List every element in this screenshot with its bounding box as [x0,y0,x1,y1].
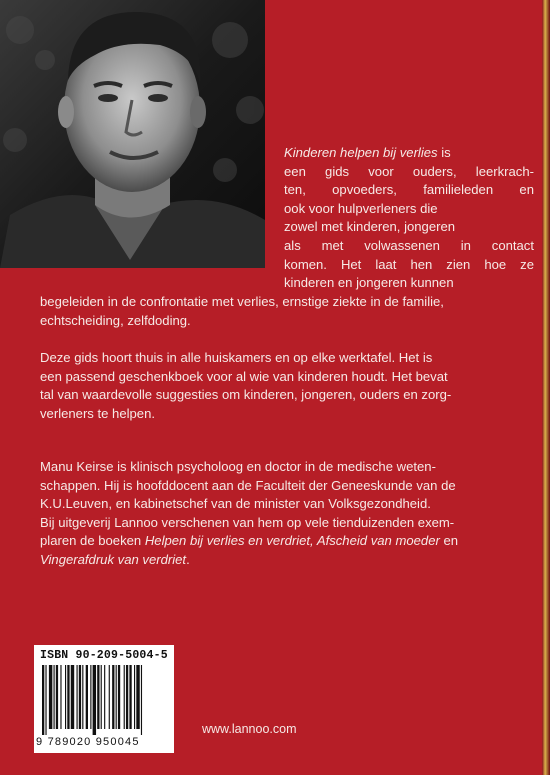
bio-line: Vingerafdruk van verdriet. [40,551,190,567]
barcode-bar [79,665,81,729]
intro-line: komen. Het laat hen zien hoe ze [284,256,534,272]
barcode-bar [42,665,44,735]
barcode-icon [40,665,168,735]
bio-book-title: Vingerafdruk van verdriet [40,551,187,567]
barcode-bar [124,665,125,729]
intro-book-title: Kinderen helpen bij verlies [284,145,438,160]
barcode-bar [134,665,135,729]
barcode-bar [82,665,83,729]
barcode-bar [86,665,88,729]
spine-edge [542,0,550,775]
intro-line: als met volwassenen in contact [284,237,534,253]
description-line: een passend geschenkboek voor al wie van kinderen houdt. Het bevat [40,368,448,384]
description-paragraph [40,349,525,423]
description-line: tal van waardevolle suggesties om kinderen, jongeren, ouders en zorg- [40,387,452,403]
bio-line: schappen. Hij is hoofddocent aan de Faculteit der Geneeskunde van de [40,477,456,493]
description-line: Deze gids hoort thuis in alle huiskamers en op elke werktafel. Het is [40,350,433,365]
barcode-bar [126,665,128,729]
intro-line: ook voor hulpverleners die [284,200,438,216]
intro-line: ten, opvoeders, familieleden en [284,182,534,198]
barcode-bar [77,665,78,729]
barcode-bar [60,665,61,729]
isbn-barcode-box [34,645,174,753]
barcode-bar [97,665,99,729]
intro-line: kinderen en jongeren kunnen [284,275,454,291]
barcode-bar [116,665,117,729]
author-bio-paragraph [40,458,525,570]
barcode-bar [49,665,52,729]
author-photo [0,0,265,268]
intro-line-1: Kinderen helpen bij verlies is [284,145,451,160]
barcode-bar [136,665,139,729]
intro-line: zowel met kinderen, jongeren [284,219,456,235]
portrait-illustration [0,0,265,268]
publisher-website: www.lannoo.com [202,722,297,736]
barcode-bar [93,665,96,735]
bio-line: plaren de boeken Helpen bij verlies en verdriet, Afscheid van moeder en [40,533,459,549]
barcode-bar [56,665,58,729]
intro-paragraph [284,144,534,293]
barcode-bar [90,665,91,729]
intro-paragraph-continued [40,293,520,330]
isbn-label: ISBN 90-209-5004-5 [40,649,168,662]
barcode-bar [104,665,105,729]
barcode-bar [67,665,69,729]
bio-line: Bij uitgeverij Lannoo verschenen van hem op vele tienduizenden exem- [40,514,455,530]
barcode-bar [65,665,66,729]
intro-full-line: echtscheiding, zelfdoding. [40,312,191,328]
bio-line: Manu Keirse is klinisch psycholoog en doctor in de medische weten- [40,459,436,474]
barcode-number: 9 789020 950045 [36,736,140,748]
barcode-bar [45,665,46,735]
barcode-bar [129,665,131,729]
intro-full-line: begeleiden in de confrontatie met verlies, ernstige ziekte in de familie, [40,294,444,309]
barcode-bar [101,665,102,729]
bio-line: K.U.Leuven, en kabinetschef van de minister van Volksgezondheid. [40,496,431,512]
barcode-bar [54,665,55,729]
bio-book-titles: Helpen bij verlies en verdriet, Afscheid van moeder [144,533,440,549]
barcode-bar [112,665,114,729]
barcode-bar [71,665,74,729]
description-line: verleners te helpen. [40,405,156,421]
barcode-bar [141,665,142,735]
intro-line: een gids voor ouders, leerkrach- [284,163,534,179]
barcode-bar [109,665,110,729]
barcode-bar [118,665,120,729]
